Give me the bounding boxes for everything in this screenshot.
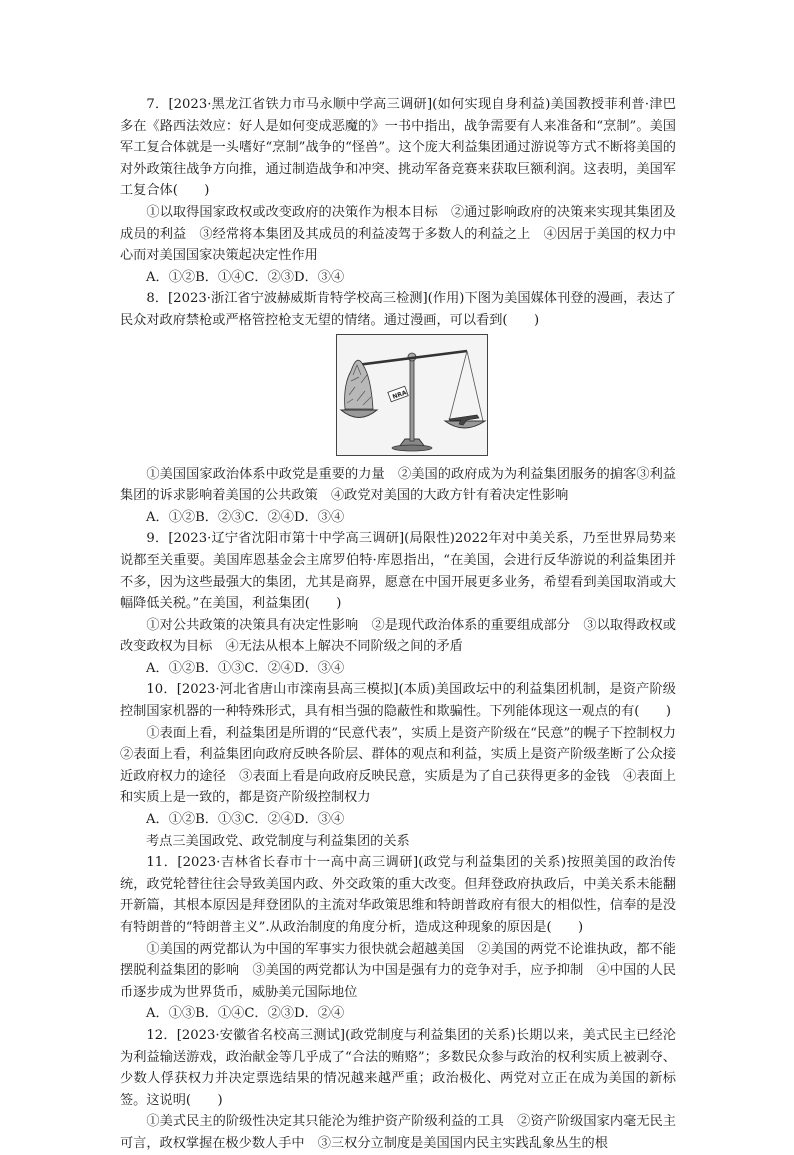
question-10-stem: 10．[2023·河北省唐山市滦南县高三模拟](本质)美国政坛中的利益集团机制，是资产阶级控制国家机器的一种特殊形式，具有相当强的隐蔽性和欺骗性。下列能体现这一观点的有( ) [120,682,676,720]
cartoon-figure [120,334,676,456]
question-8-statements: ①美国国家政治体系中政党是重要的力量 ②美国的政府成为为利益集团服务的掮客③利益集团的诉求影响着美国的公共政策 ④政党对美国的大政方针有着决定性影响 [120,466,676,504]
question-12-stem: 12．[2023·安徽省名校高三测试](政党制度与利益集团的关系)长期以来，美式民主已经沦为利益输送游戏，政治献金等几乎成了“合法的贿赂”；多数民众参与政治的权利实质上被剥夺、少数人俘获权力并决定票选结果的情况越来越严重；政治极化、两党对立正在成为美国的新标签。这说明( ) [120,1027,676,1108]
document-page [120,94,690,1155]
question-8-stem: 8．[2023·浙江省宁波赫威斯肯特学校高三检测](作用)下图为美国媒体刊登的漫画，表达了民众对政府禁枪或严格管控枪支无望的情绪。通过漫画，可以看到( ) [120,291,676,328]
nra-tag-text: NRA [391,388,408,401]
question-9-options: A．①②B．①③C．②④D．③④ [146,660,345,676]
question-7-stem: 7．[2023·黑龙江省铁力市马永顺中学高三调研](如何实现自身利益)美国教授菲利普·津巴多在《路西法效应：好人是如何变成恶魔的》一书中指出，战争需要有人来准备和“烹制”。美国军工复合体就是一头嗜好“烹制”战争的“怪兽”。这个庞大利益集团通过游说等方式不断将美国的对外政策往战争方向推，通过制造战争和冲突、挑动军备竞赛来获取巨额利润。这表明，美国军工复合体( ) [120,97,676,199]
question-9-stem: 9．[2023·辽宁省沈阳市第十中学高三调研](局限性)2022年对中美关系，乃至世界局势来说都至关重要。美国库恩基金会主席罗伯特·库恩指出，“在美国，会进行反华游说的利益集团并不多，因为这些最强大的集团，尤其是商界，愿意在中国开展更多业务，希望看到美国取消或大幅降低关税。”在美国，利益集团( ) [120,531,676,612]
question-12-statements: ①美式民主的阶级性决定其只能沦为维护资产阶级利益的工具 ②资产阶级国家内毫无民主可言，政权掌握在极少数人手中 ③三权分立制度是美国国内民主实践乱象丛生的根 [120,1114,676,1151]
question-7-statements: ①以取得国家政权或改变政府的决策作为根本目标 ②通过影响政府的决策来实现其集团及成员的利益 ③经常将本集团及其成员的利益凌驾于多数人的利益之上 ④因居于美国的权力中心而对美国国家决策起决定性作用 [120,204,676,264]
question-11-statements: ①美国的两党都认为中国的军事实力很快就会超越美国 ②美国的两党不论谁执政，都不能摆脱利益集团的影响 ③美国的两党都认为中国是强有力的竞争对手，应予抑制 ④中国的人民币逐步成为世界货币，威胁美元国际地位 [120,941,676,1000]
question-9-statements: ①对公共政策的决策具有决定性影响 ②是现代政治体系的重要组成部分 ③以取得政权或改变政权为目标 ④无法从根本上解决不同阶级之间的矛盾 [120,617,676,655]
scale-cartoon-image [336,334,488,456]
question-10-statements: ①表面上看，利益集团是所谓的“民意代表”，实质上是资产阶级在“民意”的幌子下控制权力 ②表面上看，利益集团向政府反映各阶层、群体的观点和利益，实质上是资产阶级垄断了公众接近政府权力的途径 ③表面上看是向政府反映民意，实质是为了自己获得更多的金钱 ④表面上和实质上是一致的，都是资产阶级控制权力 [120,725,690,806]
question-7-options: A．①②B．①④C．②③D．③④ [146,269,345,285]
question-10-options: A．①②B．①③C．②④D．③④ [146,812,345,828]
question-11-options: A．①③B．①④C．②③D．②④ [146,1006,345,1022]
question-8-options: A．①②B．②③C．②④D．③④ [146,509,345,525]
section-heading: 考点三美国政党、政党制度与利益集团的关系 [146,833,410,849]
question-11-stem: 11．[2023·吉林省长春市十一高中高三调研](政党与利益集团的关系)按照美国的政治传统，政党轮替往往会导致美国内政、外交政策的重大改变。但拜登政府执政后，中美关系未能翻开新篇，其根本原因是拜登团队的主流对华政策思维和特朗普政府有很大的相似性，信奉的是没有特朗普的“特朗普主义”.从政治制度的角度分析，造成这种现象的原因是( ) [120,855,676,935]
